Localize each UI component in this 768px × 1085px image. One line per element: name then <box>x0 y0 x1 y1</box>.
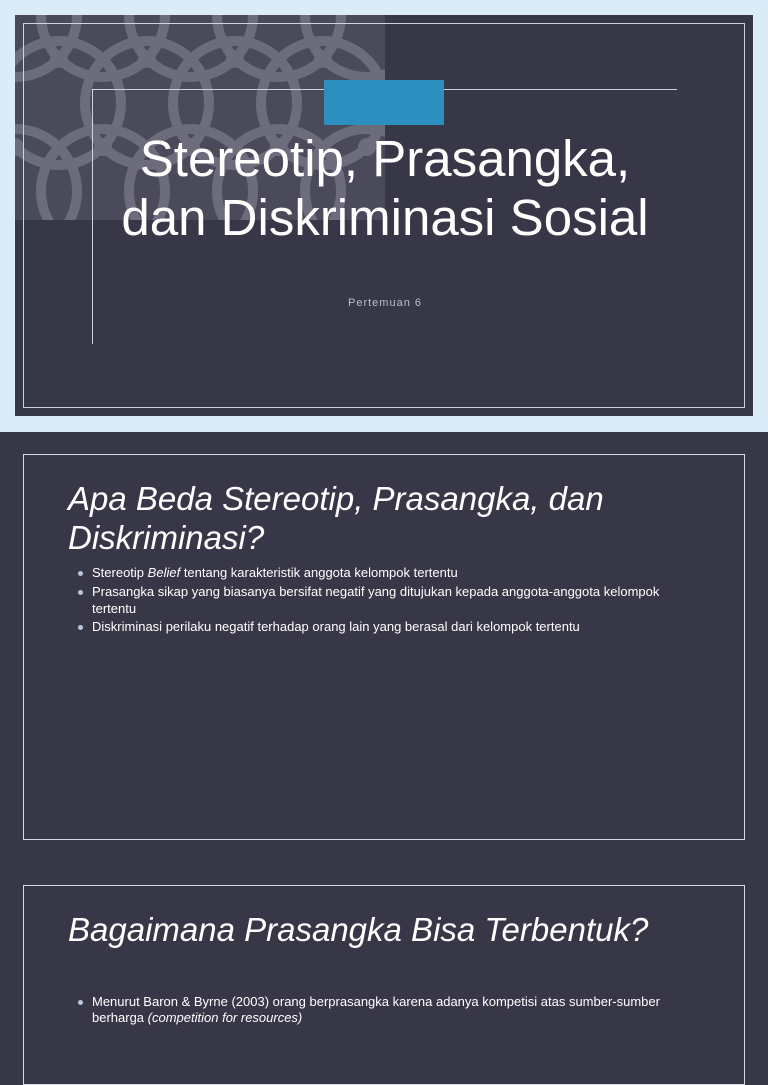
bullet-italic: (competition for resources) <box>147 1010 303 1025</box>
list-item <box>76 584 696 617</box>
title-slide-content <box>15 15 753 416</box>
presentation-title: Stereotip, Prasangka, dan Diskriminasi Sosial <box>121 130 649 246</box>
presentation-subtitle: Pertemuan 6 <box>348 297 422 309</box>
bullet-term: Stereotip <box>92 565 145 580</box>
bullet-list <box>76 565 696 638</box>
slide-title: Apa Beda Stereotip, Prasangka, dan Diskriminasi? <box>68 480 604 556</box>
bullet-text: perilaku negatif terhadap orang lain yang berasal dari kelompok tertentu <box>165 619 580 634</box>
list-item <box>76 565 696 582</box>
bullet-text: Menurut Baron & Byrne (2003) orang berprasangka karena adanya kompetisi atas sumber-sumber berharga <box>92 994 660 1025</box>
title-frame-line-vertical <box>92 89 93 344</box>
bullet-term: Diskriminasi <box>92 619 163 634</box>
bullet-text: sikap yang biasanya bersifat negatif yang ditujukan kepada anggota-anggota kelompok tertentu <box>92 584 660 616</box>
bullet-term: Prasangka <box>92 584 155 599</box>
bullet-text: tentang karakteristik anggota kelompok tertentu <box>180 565 458 580</box>
slide-formation <box>23 885 745 1085</box>
accent-block <box>324 80 444 125</box>
slide-differences <box>23 454 745 840</box>
list-item <box>76 994 696 1026</box>
list-item <box>76 619 696 636</box>
slide-title: Bagaimana Prasangka Bisa Terbentuk? <box>68 911 649 948</box>
bullet-list <box>76 994 696 1028</box>
bullet-italic: Belief <box>147 565 181 580</box>
title-slide <box>0 0 768 432</box>
